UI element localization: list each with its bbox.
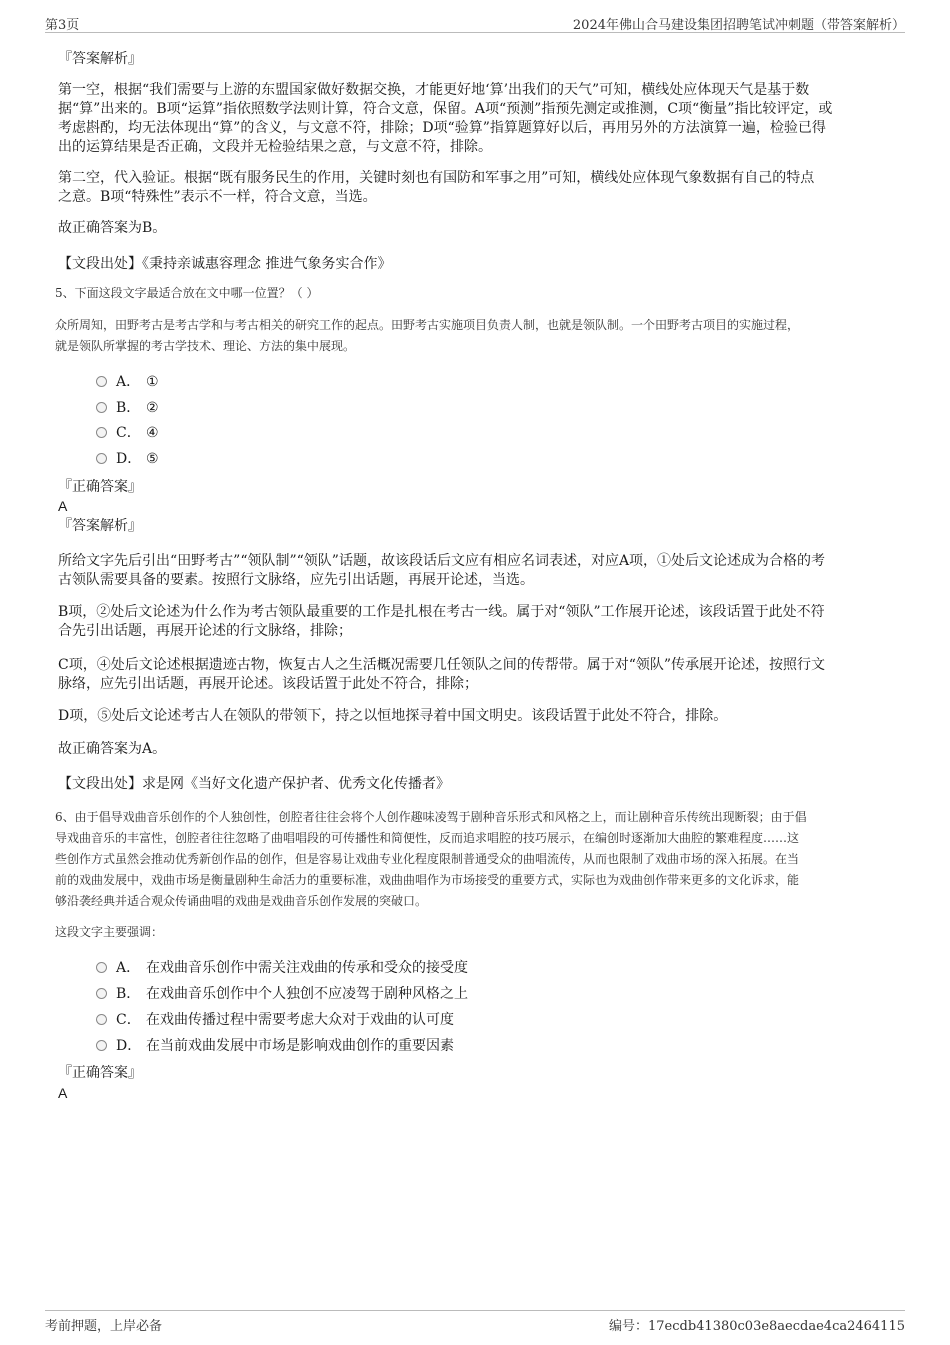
q4-analysis-para1-line3: 考虑斟酌，均无法体现出“算”的含义，与文意不符，排除；D项“验算”指算题算好以后，再用另外的方法演算一遍，检验已得 [58,120,826,136]
q6-passage-line3: 些创作方式虽然会推动优秀新创作品的创作，但是容易让戏曲专业化程度限制普通受众的曲唱流传，从而也限制了戏曲市场的深入拓展。在当 [55,852,800,866]
q5-analysis-a-line2: 古领队需要具备的要素。按照行文脉络，应先引出话题，再展开论述，当选。 [58,572,534,588]
q6-passage-line4: 前的戏曲发展中，戏曲市场是衡量剧种生命活力的重要标准，戏曲曲唱作为市场接受的重要方式，实际也为戏曲创作带来更多的文化诉求，能 [55,873,800,887]
option-text: ① [146,374,159,390]
option-text: 在当前戏曲发展中市场是影响戏曲创作的重要因素 [146,1038,454,1054]
q6-passage-line5: 够沿袭经典并适合观众传诵曲唱的戏曲是戏曲音乐创作发展的突破口。 [55,894,428,908]
radio-button-icon[interactable] [96,962,107,973]
option-letter: C． [116,1012,141,1028]
q4-analysis-para2-line1: 第二空，代入验证。根据“既有服务民生的作用，关键时刻也有国防和军事之用”可知，横线处应体现气象数据有自己的特点 [58,170,815,186]
radio-button-icon[interactable] [96,1014,107,1025]
q6-answer: A [58,1085,68,1101]
option-letter: C． [116,425,141,441]
option-letter: B． [116,400,141,416]
option-letter: B． [116,986,141,1002]
q5-analysis-d-line1: D项，⑤处后文论述考古人在领队的带领下，持之以恒地探寻着中国文明史。该段话置于此处不符合，排除。 [58,708,728,724]
option-text: ② [146,400,159,416]
radio-button-icon[interactable] [96,988,107,999]
option-letter: D． [116,1038,142,1054]
q6-question: 这段文字主要强调： [55,925,164,939]
q4-conclusion: 故正确答案为B。 [58,220,167,236]
q5-passage-line1: 众所周知，田野考古是考古学和与考古相关的研究工作的起点。田野考古实施项目负责人制，也就是领队制。一个田野考古项目的实施过程， [55,318,800,332]
q5-analysis-c-line2: 脉络，应先引出话题，再展开论述。该段话置于此处不符合，排除； [58,676,478,692]
footer-code: 编号：17ecdb41380c03e8aecdae4ca2464115 [609,1319,905,1334]
option-text: 在戏曲音乐创作中需关注戏曲的传承和受众的接受度 [146,960,468,976]
q5-option-c[interactable] [96,423,159,443]
radio-button-icon[interactable] [96,427,107,438]
radio-button-icon[interactable] [96,453,107,464]
q5-analysis-c-line1: C项，④处后文论述根据遗迹古物，恢复古人之生活概况需要几任领队之间的传帮带。属于对“领队”传承展开论述，按照行文 [58,657,826,673]
q6-passage-line1: 6、由于倡导戏曲音乐创作的个人独创性，创腔者往往会将个人创作趣味凌驾于剧种音乐形式和风格之上，而让剧种音乐传统出现断裂；由于倡 [55,810,807,824]
q5-analysis-b-line2: 合先引出话题，再展开论述的行文脉络，排除； [58,623,352,639]
radio-button-icon[interactable] [96,1040,107,1051]
q5-conclusion: 故正确答案为A。 [58,741,167,757]
radio-button-icon[interactable] [96,402,107,413]
q4-analysis-label: 『答案解析』 [58,51,142,67]
page-footer [45,1310,905,1333]
page-number: 第3页 [45,18,80,33]
option-letter: A． [116,960,141,976]
option-letter: A． [116,374,141,390]
page-header [45,12,905,33]
q6-option-c[interactable] [96,1010,454,1030]
footer-slogan: 考前押题，上岸必备 [45,1319,163,1334]
q6-answer-label: 『正确答案』 [58,1065,142,1081]
option-text: 在戏曲音乐创作中个人独创不应凌驾于剧种风格之上 [146,986,468,1002]
q6-passage-line2: 导戏曲音乐的丰富性，创腔者往往忽略了曲唱唱段的可传播性和简便性，反而追求唱腔的技巧展示，在编创时逐渐加大曲腔的繁难程度……这 [55,831,800,845]
q5-question: 5、下面这段文字最适合放在文中哪一位置？（ ） [55,286,319,300]
q5-option-a[interactable] [96,372,159,392]
q5-source: 【文段出处】求是网《当好文化遗产保护者、优秀文化传播者》 [58,776,450,792]
document-title: 2024年佛山合马建设集团招聘笔试冲刺题（带答案解析） [572,18,905,33]
q5-passage-line2: 就是领队所掌握的考古学技术、理论、方法的集中展现。 [55,339,356,353]
q4-analysis-para1-line2: 据“算”出来的。B项“运算”指依照数学法则计算，符合文意，保留。A项“预测”指预先测定或推测，C项“衡量”指比较评定，或 [58,101,833,117]
q5-answer-label: 『正确答案』 [58,479,142,495]
q4-analysis-para1-line1: 第一空，根据“我们需要与上游的东盟国家做好数据交换，才能更好地‘算’出我们的天气”可知，横线处应体现天气是基于数 [58,82,810,98]
q4-source: 【文段出处】《秉持亲诚惠容理念 推进气象务实合作》 [58,256,392,272]
option-text: ④ [146,425,159,441]
option-text: 在戏曲传播过程中需要考虑大众对于戏曲的认可度 [146,1012,454,1028]
radio-button-icon[interactable] [96,376,107,387]
q4-analysis-para2-line2: 之意。B项“特殊性”表示不一样，符合文意，当选。 [58,189,377,205]
q5-option-b[interactable] [96,398,159,418]
q4-analysis-para1-line4: 出的运算结果是否正确，文段并无检验结果之意，与文意不符，排除。 [58,139,492,155]
q5-analysis-b-line1: B项，②处后文论述为什么作为考古领队最重要的工作是扎根在考古一线。属于对“领队”工作展开论述，该段话置于此处不符 [58,604,825,620]
q6-option-d[interactable] [96,1036,454,1056]
q6-option-a[interactable] [96,958,468,978]
option-letter: D． [116,451,142,467]
q5-option-d[interactable] [96,449,159,469]
q5-analysis-a-line1: 所给文字先后引出“田野考古”“领队制”“领队”话题，故该段话后文应有相应名词表述，对应A项，①处后文论述成为合格的考 [58,553,826,569]
q6-option-b[interactable] [96,984,468,1004]
q5-answer: A [58,498,68,514]
option-text: ⑤ [146,451,159,467]
q5-analysis-label: 『答案解析』 [58,518,142,534]
